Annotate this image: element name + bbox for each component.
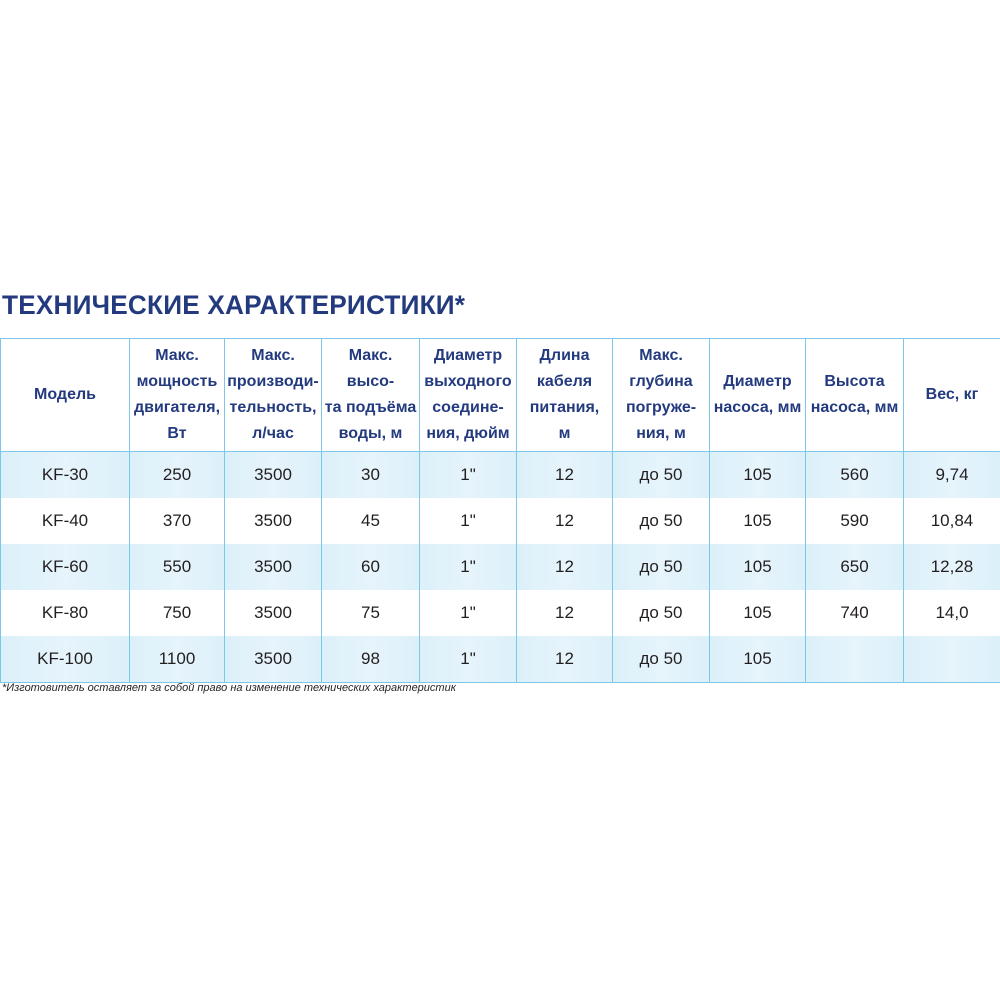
table-row xyxy=(1,636,1000,683)
cell-pump-diameter: 105 xyxy=(710,544,806,590)
header-model: Модель xyxy=(1,339,130,452)
cell-motor-power: 550 xyxy=(130,544,225,590)
cell-max-head: 60 xyxy=(322,544,420,590)
cell-flow-rate: 3500 xyxy=(225,544,322,590)
specs-table xyxy=(0,338,1000,683)
cell-weight: 9,74 xyxy=(904,452,1000,499)
cell-max-head: 45 xyxy=(322,498,420,544)
cell-cable-length: 12 xyxy=(517,636,613,683)
header-motor-power: Макс. мощность двигателя, Вт xyxy=(130,339,225,452)
header-cable-length: Длина кабеля питания, м xyxy=(517,339,613,452)
cell-max-head: 98 xyxy=(322,636,420,683)
cell-motor-power: 750 xyxy=(130,590,225,636)
cell-flow-rate: 3500 xyxy=(225,498,322,544)
table-row xyxy=(1,544,1000,590)
cell-max-head: 75 xyxy=(322,590,420,636)
cell-model: KF-40 xyxy=(1,498,130,544)
cell-cable-length: 12 xyxy=(517,544,613,590)
header-pump-height: Высота насоса, мм xyxy=(806,339,904,452)
cell-weight: 10,84 xyxy=(904,498,1000,544)
cell-outlet-diameter: 1" xyxy=(420,636,517,683)
cell-cable-length: 12 xyxy=(517,498,613,544)
header-outlet-diameter: Диаметр выходного соедине- ния, дюйм xyxy=(420,339,517,452)
cell-immersion-depth: до 50 xyxy=(613,590,710,636)
footnote: *Изготовитель оставляет за собой право на изменение технических характеристик xyxy=(2,682,456,694)
header-pump-diameter: Диаметр насоса, мм xyxy=(710,339,806,452)
cell-outlet-diameter: 1" xyxy=(420,590,517,636)
cell-motor-power: 1100 xyxy=(130,636,225,683)
cell-pump-height xyxy=(806,636,904,683)
cell-motor-power: 370 xyxy=(130,498,225,544)
cell-pump-height: 560 xyxy=(806,452,904,499)
cell-immersion-depth: до 50 xyxy=(613,452,710,499)
header-weight: Вес, кг xyxy=(904,339,1000,452)
cell-immersion-depth: до 50 xyxy=(613,636,710,683)
cell-flow-rate: 3500 xyxy=(225,452,322,499)
table-row xyxy=(1,498,1000,544)
header-immersion-depth: Макс. глубина погруже- ния, м xyxy=(613,339,710,452)
header-max-head: Макс. высо- та подъёма воды, м xyxy=(322,339,420,452)
cell-pump-height: 590 xyxy=(806,498,904,544)
cell-weight: 12,28 xyxy=(904,544,1000,590)
cell-pump-height: 740 xyxy=(806,590,904,636)
cell-outlet-diameter: 1" xyxy=(420,452,517,499)
cell-model: KF-30 xyxy=(1,452,130,499)
cell-max-head: 30 xyxy=(322,452,420,499)
cell-weight: 14,0 xyxy=(904,590,1000,636)
cell-flow-rate: 3500 xyxy=(225,636,322,683)
cell-motor-power: 250 xyxy=(130,452,225,499)
cell-flow-rate: 3500 xyxy=(225,590,322,636)
page-title: ТЕХНИЧЕСКИЕ ХАРАКТЕРИСТИКИ* xyxy=(2,290,466,320)
cell-pump-height: 650 xyxy=(806,544,904,590)
cell-cable-length: 12 xyxy=(517,452,613,499)
cell-pump-diameter: 105 xyxy=(710,590,806,636)
cell-outlet-diameter: 1" xyxy=(420,498,517,544)
cell-model: KF-80 xyxy=(1,590,130,636)
table-row xyxy=(1,590,1000,636)
cell-model: KF-60 xyxy=(1,544,130,590)
header-flow-rate: Макс. производи- тельность, л/час xyxy=(225,339,322,452)
cell-outlet-diameter: 1" xyxy=(420,544,517,590)
cell-pump-diameter: 105 xyxy=(710,452,806,499)
table-row xyxy=(1,452,1000,499)
cell-immersion-depth: до 50 xyxy=(613,498,710,544)
cell-model: KF-100 xyxy=(1,636,130,683)
table-header-row xyxy=(1,339,1000,452)
cell-cable-length: 12 xyxy=(517,590,613,636)
cell-immersion-depth: до 50 xyxy=(613,544,710,590)
cell-weight xyxy=(904,636,1000,683)
cell-pump-diameter: 105 xyxy=(710,498,806,544)
cell-pump-diameter: 105 xyxy=(710,636,806,683)
